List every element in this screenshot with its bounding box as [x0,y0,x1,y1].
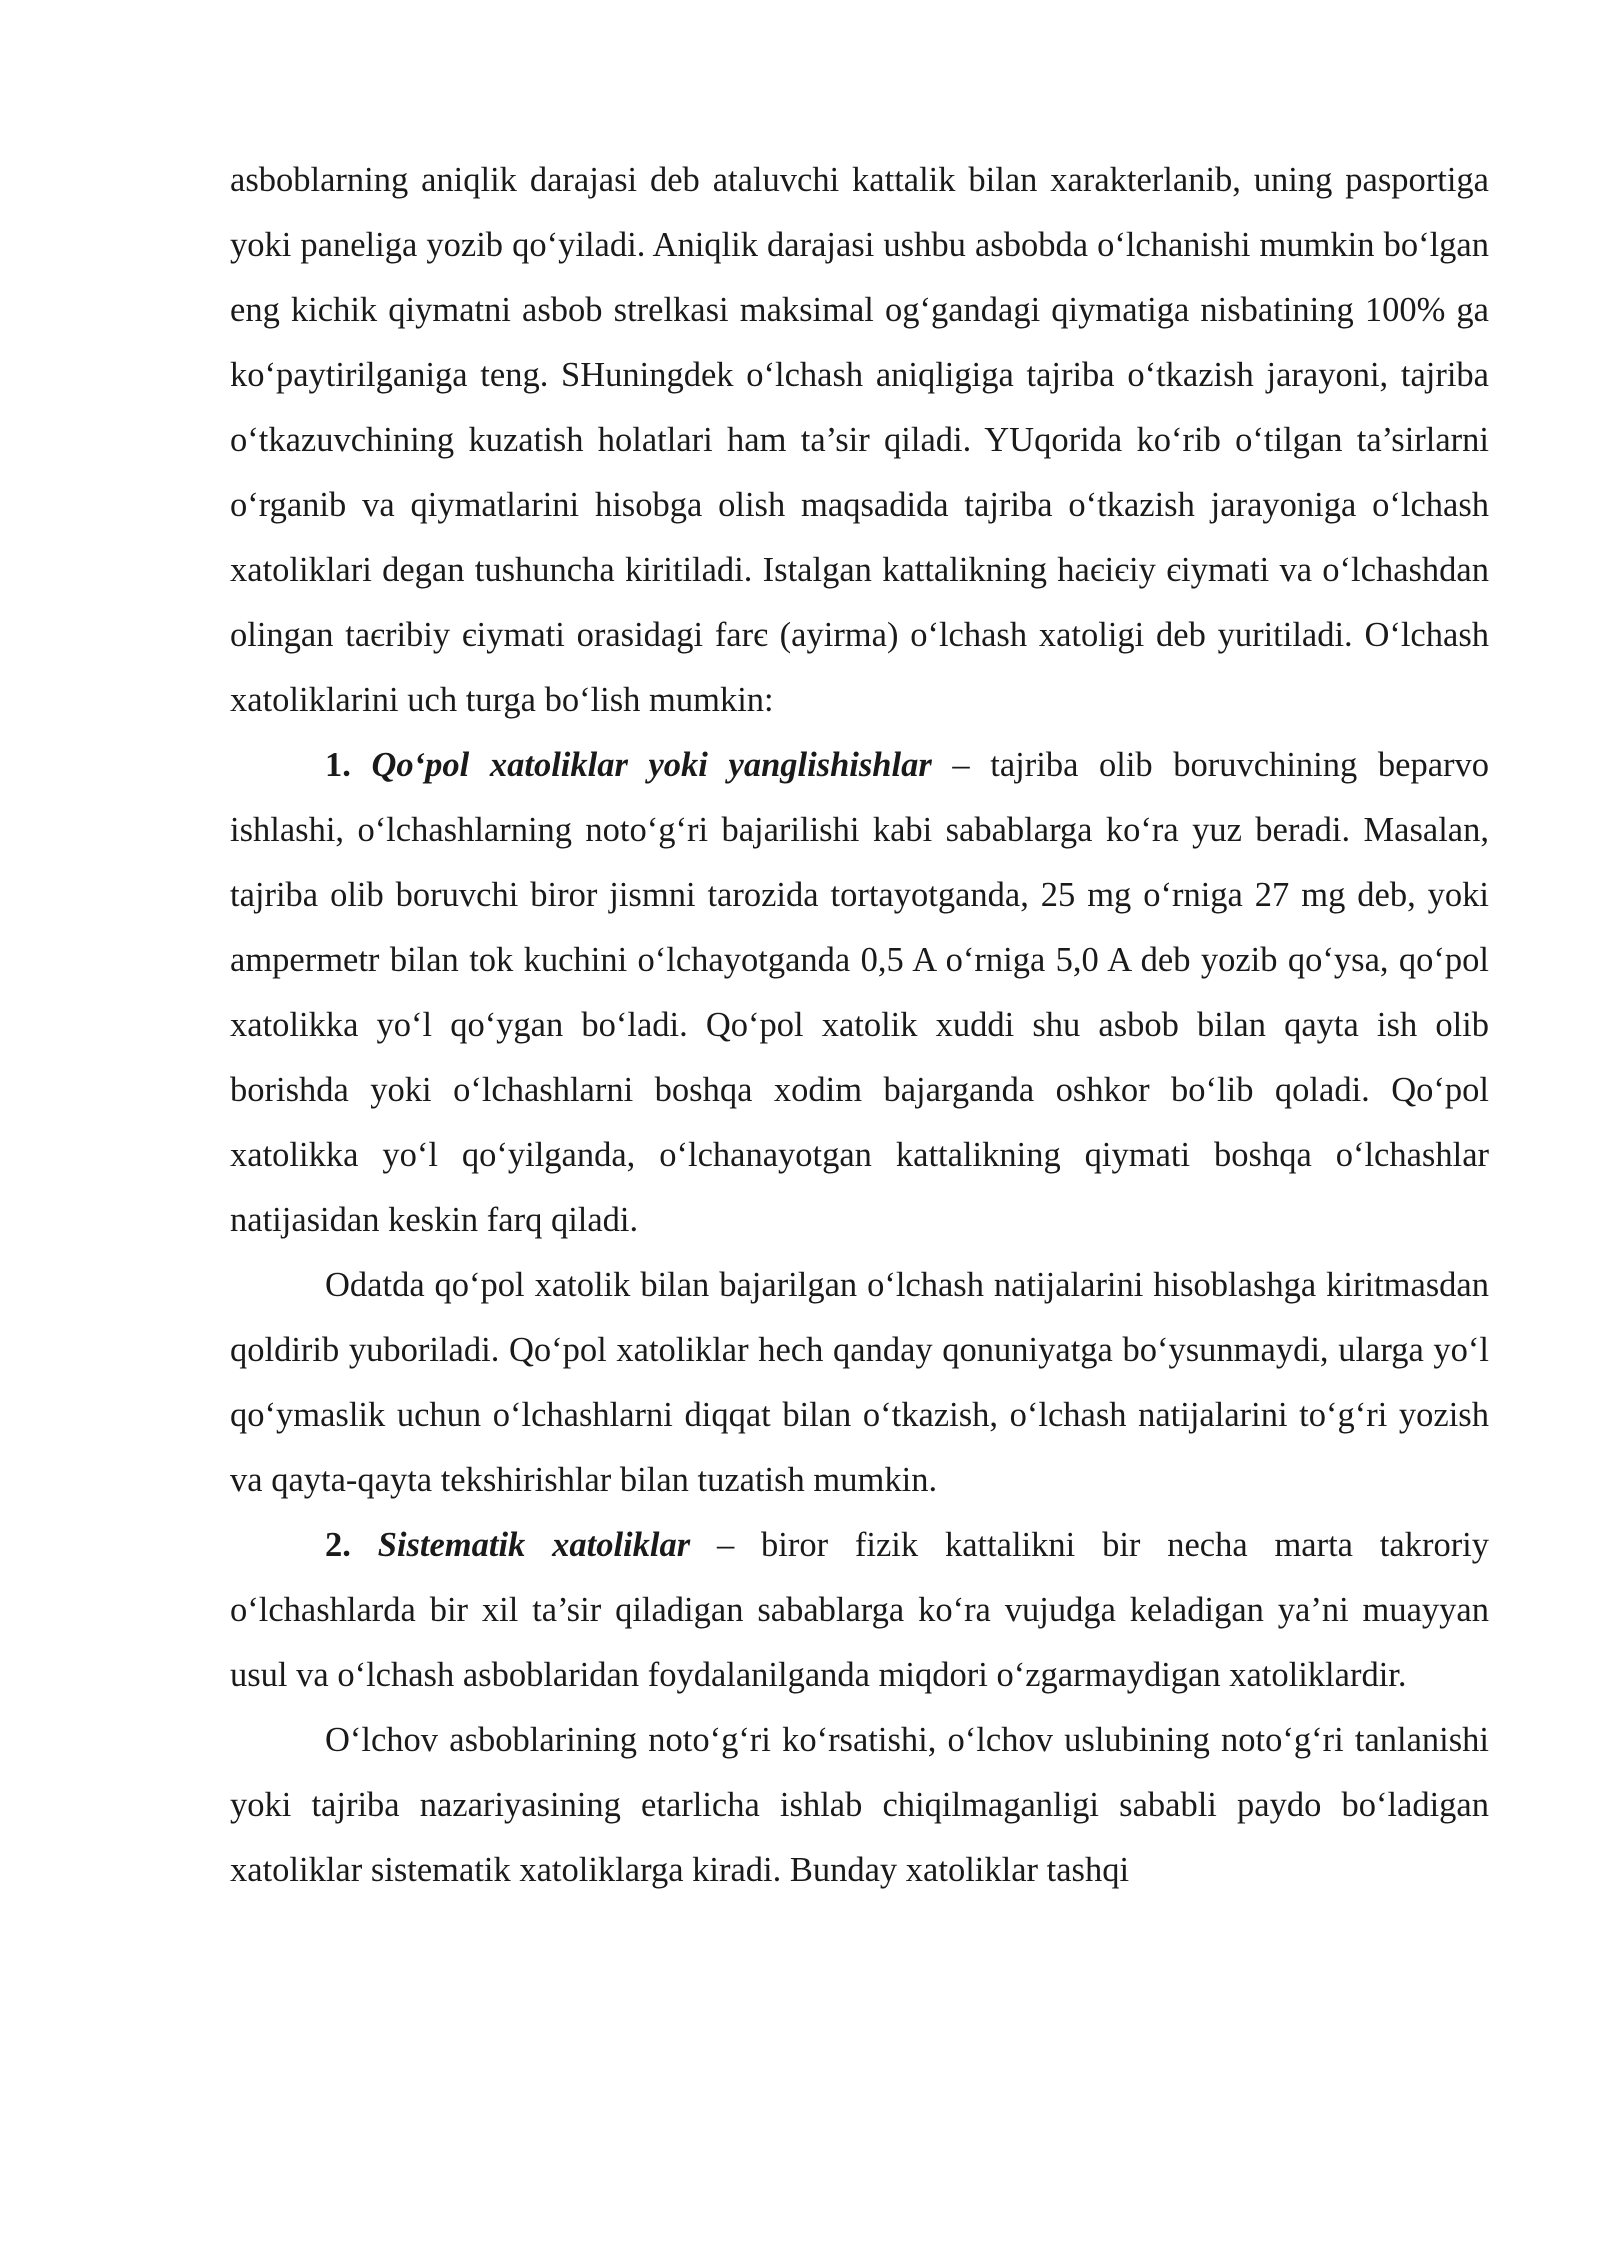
paragraph-gross-errors [230,733,1489,1253]
paragraph-systematic-errors [230,1513,1489,1708]
paragraph-text: asboblarning aniqlik darajasi deb ataluvchi kattalik bilan xarakterlanib, uning pasportiga yoki paneliga yozib qo‘yiladi. Aniqlik darajasi ushbu asbobda o‘lchanishi mumkin bo‘lgan eng kichik qiymatni asbob strelkasi maksimal og‘gandagi qiymatiga nisbatining 100% ga ko‘paytirilganiga teng. SHuningdek o‘lchash aniqligiga tajriba o‘tkazish jarayoni, tajriba o‘tkazuvchining kuzatish holatlari ham ta’sir qiladi. YUqorida ko‘rib o‘tilgan ta’sirlarni o‘rganib va qiymatlarini hisobga olish maqsadida tajriba o‘tkazish jarayoniga o‘lchash xatoliklari degan tushuncha kiritiladi. Istalgan kattalikning haєiєiy єiymati va o‘lchashdan olingan taєribiy єiymati orasidagi farє (ayirma) o‘lchash xatoligi deb yuritiladi. O‘lchash xatoliklarini uch turga bo‘lish mumkin: [230,161,1489,719]
paragraph-measurement-accuracy [230,148,1489,733]
paragraph-text: – tajriba olib boruvchining beparvo ishlashi, o‘lchashlarning noto‘g‘ri bajarilishi kabi sabablarga ko‘ra yuz beradi. Masalan, tajriba olib boruvchi biror jismni tarozida tortayotganda, 25 mg o‘rniga 27 mg deb, yoki ampermetr bilan tok kuchini o‘lchayotganda 0,5 A o‘rniga 5,0 A deb yozib qo‘ysa, qo‘pol xatolikka yo‘l qo‘ygan bo‘ladi. Qo‘pol xatolik xuddi shu asbob bilan qayta ish olib borishda yoki o‘lchashlarni boshqa xodim bajarganda oshkor bo‘lib qoladi. Qo‘pol xatolikka yo‘l qo‘yilganda, o‘lchanayotgan kattalikning qiymati boshqa o‘lchashlar natijasidan keskin farq qiladi. [230,746,1489,1239]
term-gross-errors: Qo‘pol xatoliklar yoki yanglishishlar [371,746,932,784]
term-systematic-errors: Sistematik xatoliklar [377,1526,691,1564]
paragraph-text: Odatda qo‘pol xatolik bilan bajarilgan o‘lchash natijalarini hisoblashga kiritmasdan qoldirib yuboriladi. Qo‘pol xatoliklar hech qanday qonuniyatga bo‘ysunmaydi, ularga yo‘l qo‘ymaslik uchun o‘lchashlarni diqqat bilan o‘tkazish, o‘lchash natijalarini to‘g‘ri yozish va qayta-qayta tekshirishlar bilan tuzatish mumkin. [230,1266,1489,1499]
paragraph-gross-errors-handling [230,1253,1489,1513]
document-page [230,148,1489,1903]
paragraph-text: – biror fizik kattalikni bir necha marta takroriy o‘lchashlarda bir xil ta’sir qiladigan sabablarga ko‘ra vujudga keladigan ya’ni muayyan usul va o‘lchash asboblaridan foydalanilganda miqdori o‘zgarmaydigan xatoliklardir. [230,1526,1490,1694]
paragraph-systematic-errors-causes [230,1708,1489,1903]
list-number: 1. [325,746,351,784]
list-number: 2. [325,1526,351,1564]
paragraph-text: O‘lchov asboblarining noto‘g‘ri ko‘rsatishi, o‘lchov uslubining noto‘g‘ri tanlanishi yoki tajriba nazariyasining etarlicha ishlab chiqilmaganligi sababli paydo bo‘ladigan xatoliklar sistematik xatoliklarga kiradi. Bunday xatoliklar tashqi [230,1721,1489,1889]
